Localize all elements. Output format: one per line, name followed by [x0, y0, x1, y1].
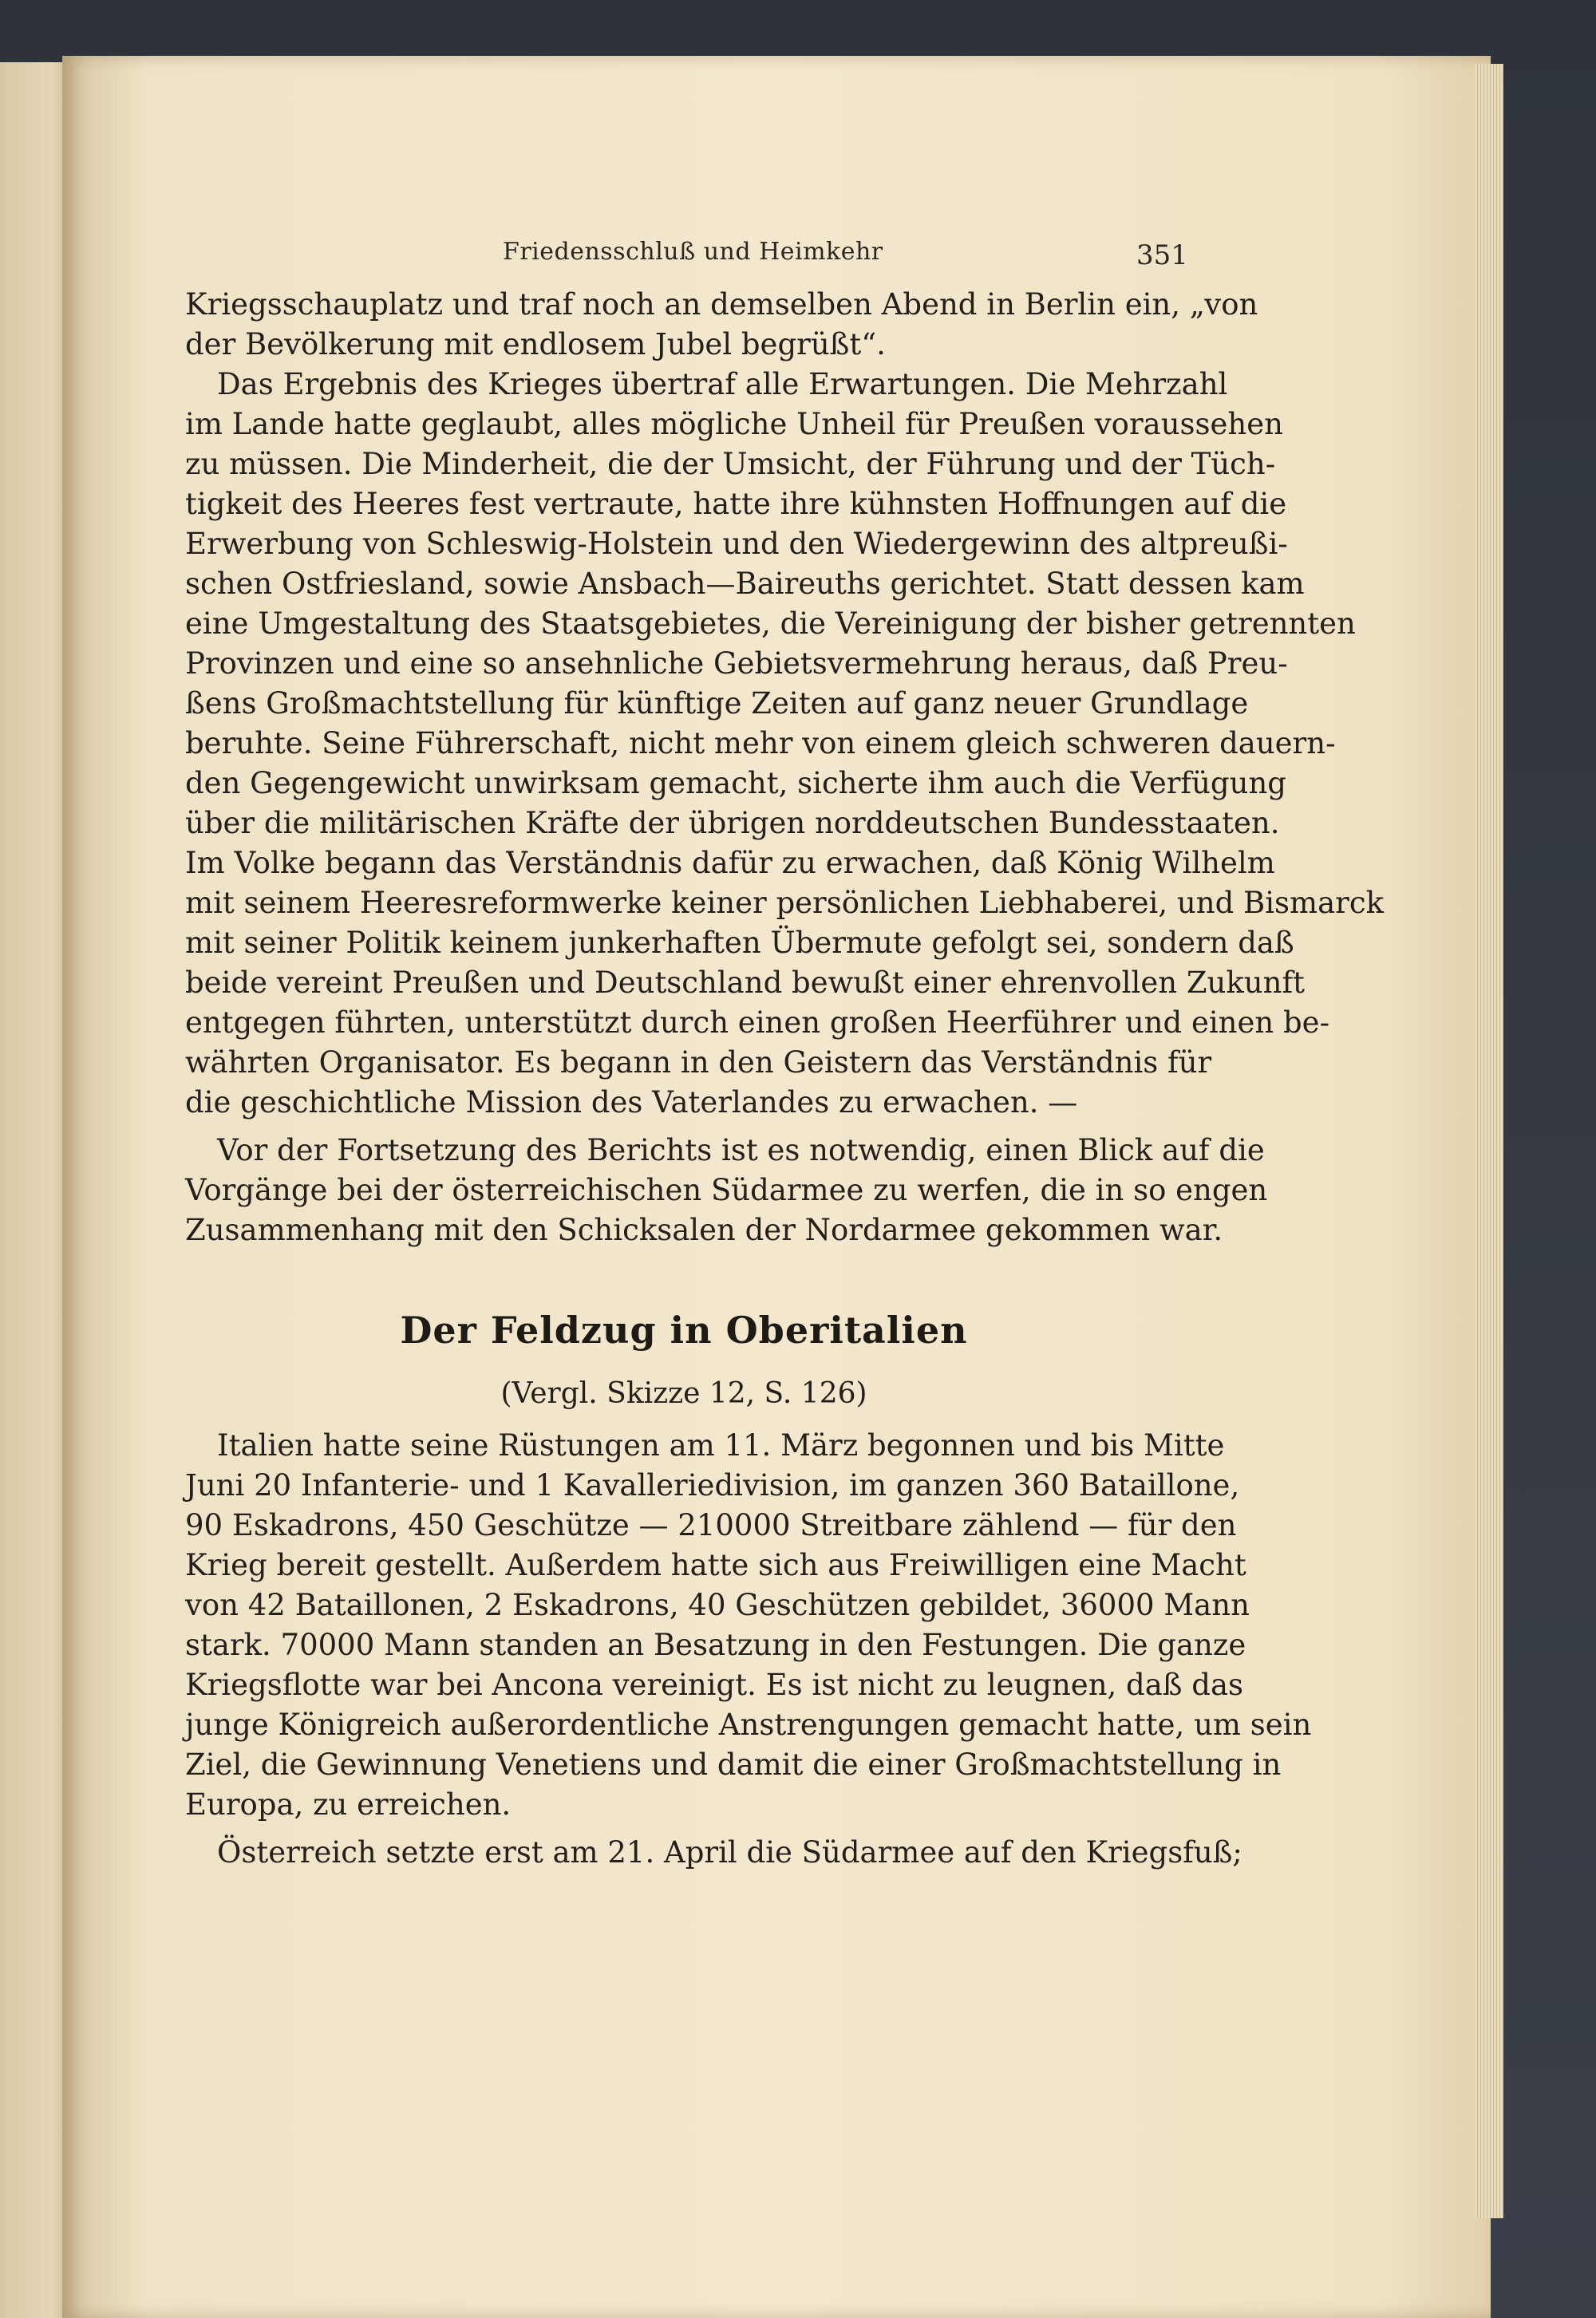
text-line: Im Volke begann das Verständnis dafür zu erwachen, daß König Wilhelm: [185, 846, 1275, 880]
text-line: mit seinem Heeresreformwerke keiner persönlichen Liebhaberei, und Bismarck: [185, 886, 1385, 920]
text-line: Kriegsschauplatz und traf noch an demselben Abend in Berlin ein, „von: [185, 287, 1258, 322]
text-line: währten Organisator. Es begann in den Geistern das Verständnis für: [185, 1045, 1212, 1080]
text-line: Krieg bereit gestellt. Außerdem hatte sich aus Freiwilligen eine Macht: [185, 1548, 1246, 1582]
text-line: stark. 70000 Mann standen an Besatzung in den Festungen. Die ganze: [185, 1628, 1246, 1662]
text-line: beruhte. Seine Führerschaft, nicht mehr von einem gleich schweren dauern-: [185, 726, 1336, 760]
text-line: Vor der Fortsetzung des Berichts ist es notwendig, einen Blick auf die: [217, 1133, 1265, 1167]
text-line: Juni 20 Infanterie- und 1 Kavalleriedivision, im ganzen 360 Bataillone,: [185, 1468, 1240, 1503]
text-line: den Gegengewicht unwirksam gemacht, sicherte ihm auch die Verfügung: [185, 766, 1286, 800]
text-line: tigkeit des Heeres fest vertraute, hatte ihre kühnsten Hoffnungen auf die: [185, 487, 1287, 521]
text-line: ßens Großmachtstellung für künftige Zeiten auf ganz neuer Grundlage: [185, 686, 1249, 721]
page-number: 351: [1136, 239, 1188, 271]
text-line: junge Königreich außerordentliche Anstrengungen gemacht hatte, um sein: [185, 1708, 1312, 1742]
text-line: Das Ergebnis des Krieges übertraf alle Erwartungen. Die Mehrzahl: [217, 367, 1228, 401]
text-line: von 42 Bataillonen, 2 Eskadrons, 40 Geschützen gebildet, 36000 Mann: [185, 1588, 1250, 1622]
text-line: beide vereint Preußen und Deutschland bewußt einer ehrenvollen Zukunft: [185, 966, 1306, 1000]
running-head: Friedensschluß und Heimkehr: [503, 238, 883, 266]
text-line: 90 Eskadrons, 450 Geschütze — 210000 Streitbare zählend — für den: [185, 1508, 1237, 1542]
text-line: eine Umgestaltung des Staatsgebietes, die Vereinigung der bisher getrennten: [185, 606, 1356, 641]
text-line: Ziel, die Gewinnung Venetiens und damit die einer Großmachtstellung in: [185, 1747, 1282, 1782]
text-line: Kriegsflotte war bei Ancona vereinigt. Es ist nicht zu leugnen, daß das: [185, 1668, 1244, 1702]
page-edges: [1475, 64, 1503, 2218]
text-line: Zusammenhang mit den Schicksalen der Nordarmee gekommen war.: [185, 1213, 1223, 1247]
text-line: entgegen führten, unterstützt durch einen großen Heerführer und einen be-: [185, 1005, 1330, 1040]
text-line: Erwerbung von Schleswig-Holstein und den Wiedergewinn des altpreußi-: [185, 527, 1288, 561]
section-heading: Der Feldzug in Oberitalien: [400, 1309, 968, 1352]
text-line: im Lande hatte geglaubt, alles mögliche Unheil für Preußen voraussehen: [185, 407, 1283, 441]
text-line: mit seiner Politik keinem junkerhaften Übermute gefolgt sei, sondern daß: [185, 926, 1294, 960]
text-line: Provinzen und eine so ansehnliche Gebietsvermehrung heraus, daß Preu-: [185, 646, 1288, 681]
text-line: Italien hatte seine Rüstungen am 11. März begonnen und bis Mitte: [217, 1428, 1225, 1463]
text-line: Österreich setzte erst am 21. April die Südarmee auf den Kriegsfuß;: [217, 1835, 1242, 1870]
text-line: zu müssen. Die Minderheit, die der Umsicht, der Führung und der Tüch-: [185, 447, 1276, 481]
section-subheading: (Vergl. Skizze 12, S. 126): [500, 1377, 867, 1410]
text-line: über die militärischen Kräfte der übrigen norddeutschen Bundesstaaten.: [185, 806, 1280, 840]
text-line: die geschichtliche Mission des Vaterlandes zu erwachen. —: [185, 1085, 1078, 1120]
text-line: der Bevölkerung mit endlosem Jubel begrüßt“.: [185, 327, 886, 361]
text-line: Europa, zu erreichen.: [185, 1787, 512, 1822]
text-line: Vorgänge bei der österreichischen Südarmee zu werfen, die in so engen: [185, 1173, 1268, 1207]
text-line: schen Ostfriesland, sowie Ansbach—Baireuths gerichtet. Statt dessen kam: [185, 567, 1305, 601]
